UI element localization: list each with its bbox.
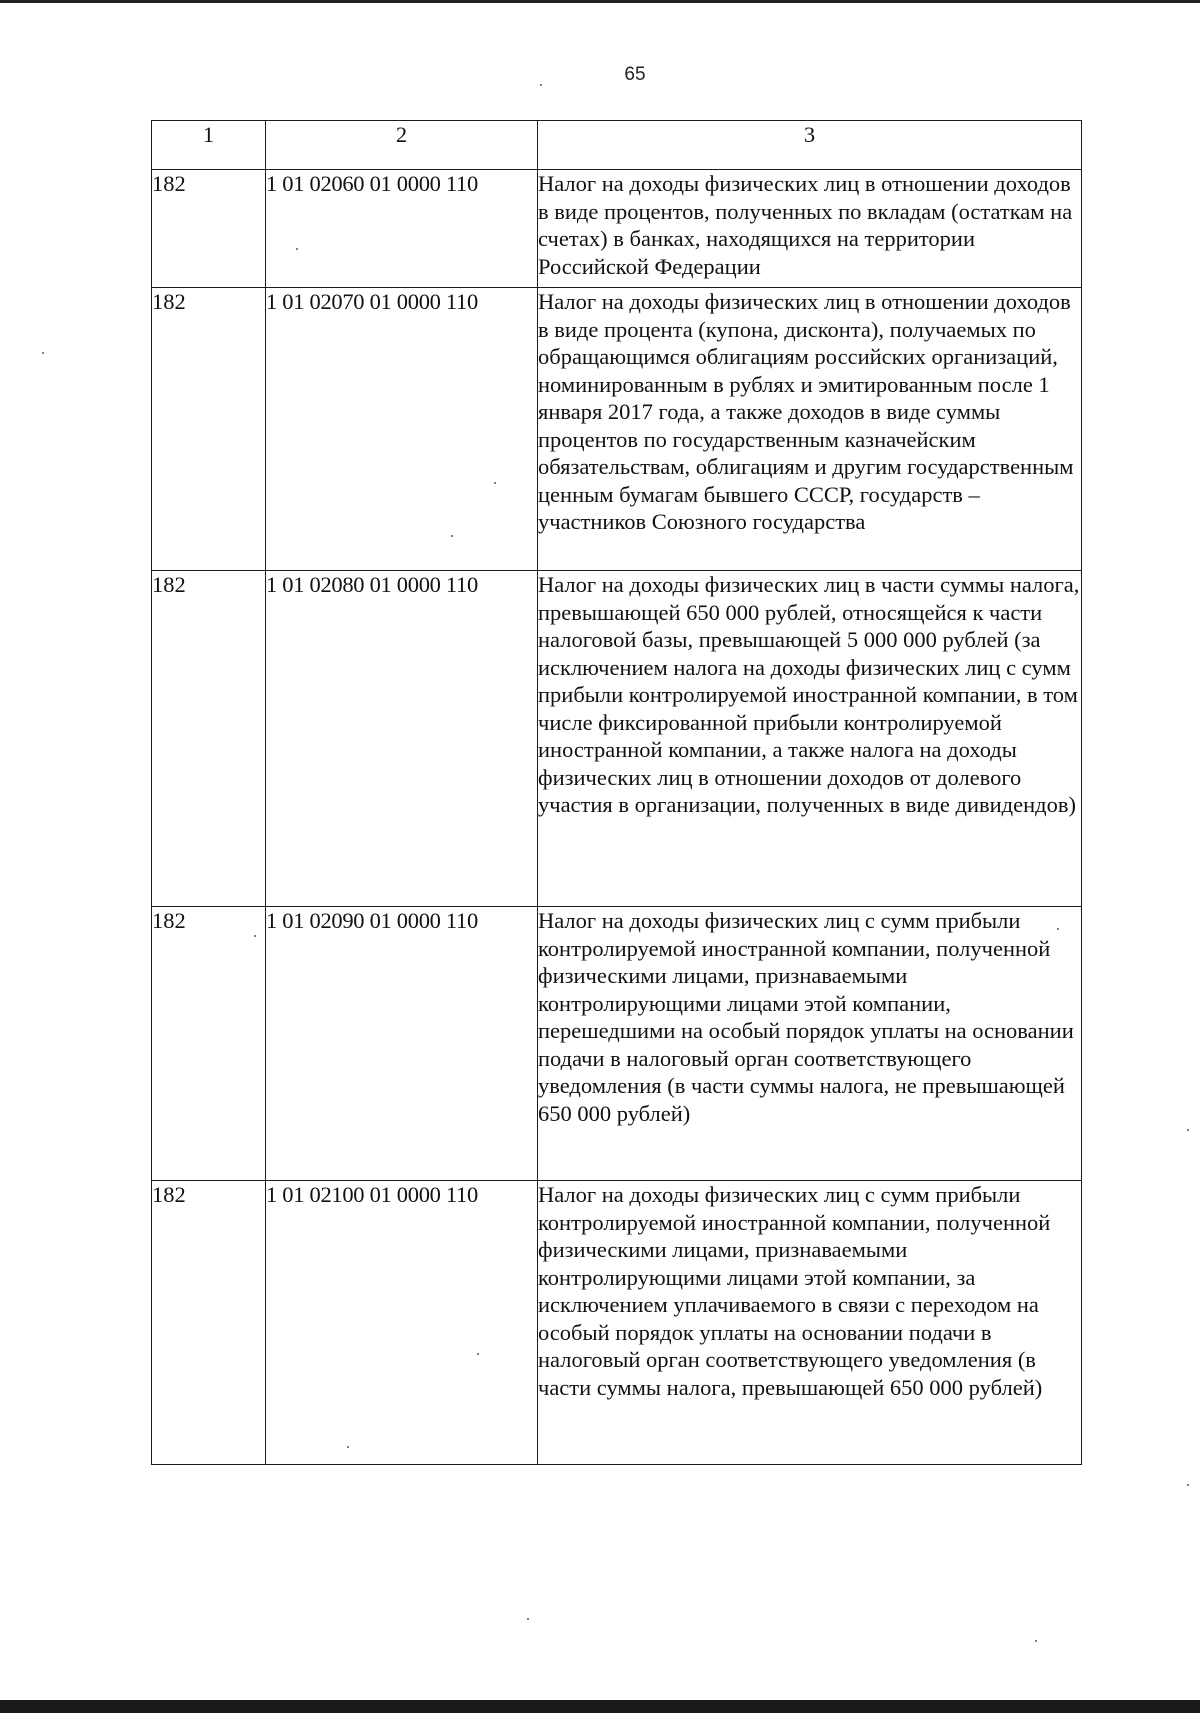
description-cell: Налог на доходы физических лиц с сумм прибыли контролируемой иностранной компании, полученной физическими лицами, признаваемыми контролирующими лицами этой компании, за исключением уплачиваемого в связи с переходом на особый порядок уплаты на основании подачи в налоговый орган соответствующего уведомления (в части суммы налога, превышающей 650 000 рублей) — [538, 1181, 1082, 1465]
scan-speck — [1187, 1484, 1189, 1486]
table-row — [152, 170, 1082, 288]
admin-code-cell: 182 — [152, 571, 266, 907]
kbk-code-cell: 1 01 02060 01 0000 110 — [266, 170, 538, 288]
admin-code-cell: 182 — [152, 907, 266, 1181]
table-row — [152, 571, 1082, 907]
description-cell: Налог на доходы физических лиц с сумм прибыли контролируемой иностранной компании, полученной физическими лицами, признаваемыми контролирующими лицами этой компании, перешедшими на особый порядок уплаты на основании подачи в налоговый орган соответствующего уведомления (в части суммы налога, не превышающей 650 000 рублей) — [538, 907, 1082, 1181]
kbk-code-cell: 1 01 02070 01 0000 110 — [266, 288, 538, 571]
scan-speck — [451, 535, 453, 537]
scan-speck — [477, 1353, 479, 1355]
column-header-1: 1 — [152, 121, 266, 170]
budget-codes-table — [151, 120, 1082, 1465]
scan-speck — [1035, 1640, 1037, 1642]
description-cell: Налог на доходы физических лиц в отношении доходов в виде процентов, полученных по вкладам (остаткам на счетах) в банках, находящихся на территории Российской Федерации — [538, 170, 1082, 288]
scan-speck — [347, 1446, 349, 1448]
scan-speck — [540, 84, 542, 86]
kbk-code-cell: 1 01 02100 01 0000 110 — [266, 1181, 538, 1465]
column-header-3: 3 — [538, 121, 1082, 170]
description-cell: Налог на доходы физических лиц в отношении доходов в виде процента (купона, дисконта), получаемых по обращающимся облигациям российских организаций, номинированным в рублях и эмитированным после 1 января 2017 года, а также доходов в виде суммы процентов по государственным казначейским обязательствам, облигациям и другим государственным ценным бумагам бывшего СССР, государств – участников Союзного государства — [538, 288, 1082, 571]
scan-speck — [1057, 928, 1059, 930]
scan-speck — [254, 935, 256, 937]
description-cell: Налог на доходы физических лиц в части суммы налога, превышающей 650 000 рублей, относящейся к части налоговой базы, превышающей 5 000 000 рублей (за исключением налога на доходы физических лиц с сумм прибыли контролируемой иностранной компании, в том числе фиксированной прибыли контролируемой иностранной компании, а также налога на доходы физических лиц в отношении доходов от долевого участия в организации, полученных в виде дивидендов) — [538, 571, 1082, 907]
table-row — [152, 1181, 1082, 1465]
kbk-code-cell: 1 01 02090 01 0000 110 — [266, 907, 538, 1181]
scan-speck — [296, 248, 298, 250]
table-row — [152, 907, 1082, 1181]
page-number: 65 — [624, 64, 646, 85]
admin-code-cell: 182 — [152, 288, 266, 571]
kbk-code-cell: 1 01 02080 01 0000 110 — [266, 571, 538, 907]
column-header-2: 2 — [266, 121, 538, 170]
scan-speck — [1187, 1129, 1189, 1131]
scan-speck — [42, 352, 44, 354]
table-header-row — [152, 121, 1082, 170]
admin-code-cell: 182 — [152, 170, 266, 288]
scan-speck — [527, 1618, 529, 1620]
scan-speck — [494, 482, 496, 484]
scan-edge-top — [0, 0, 1200, 3]
admin-code-cell: 182 — [152, 1181, 266, 1465]
scan-edge-bottom — [0, 1700, 1200, 1713]
table-row — [152, 288, 1082, 571]
